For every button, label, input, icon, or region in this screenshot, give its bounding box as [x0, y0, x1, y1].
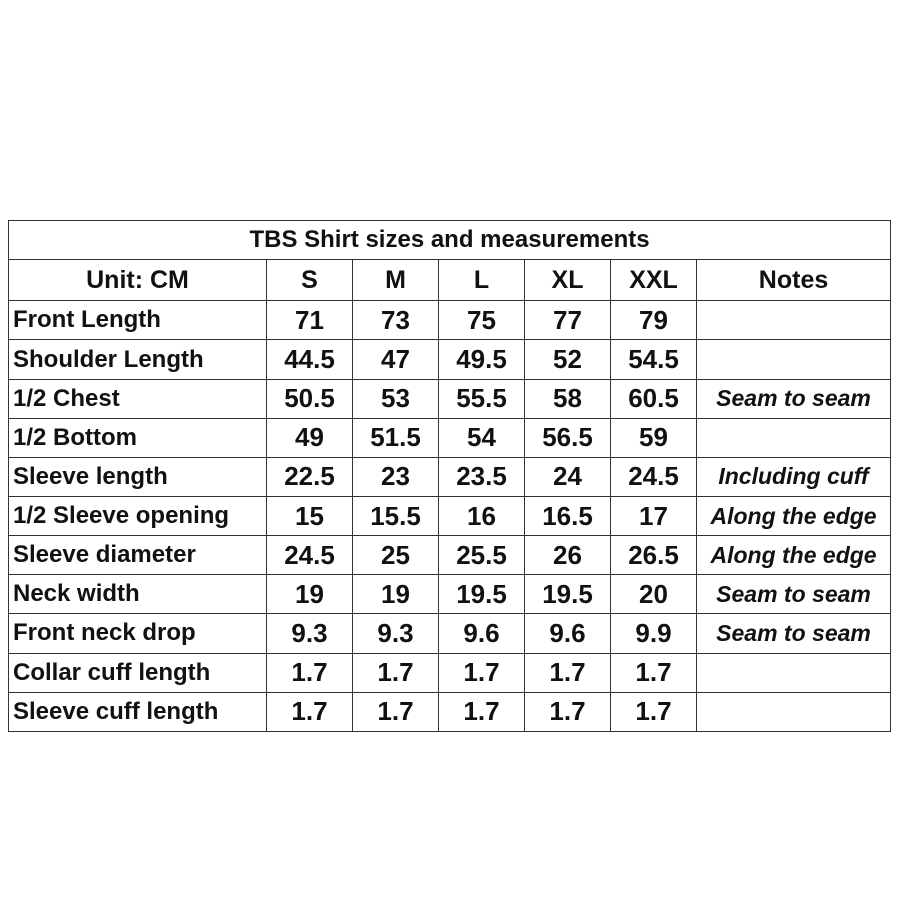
measurement-cell: 19 [353, 575, 439, 614]
row-label: Front Length [9, 301, 267, 340]
note-cell [697, 653, 891, 692]
measurement-cell: 1.7 [525, 692, 611, 731]
header-size-l: L [439, 260, 525, 301]
measurement-cell: 58 [525, 379, 611, 418]
measurement-cell: 75 [439, 301, 525, 340]
note-cell: Including cuff [697, 457, 891, 496]
measurement-cell: 9.6 [439, 614, 525, 653]
row-label: Shoulder Length [9, 340, 267, 379]
measurement-cell: 19.5 [525, 575, 611, 614]
header-size-xxl: XXL [611, 260, 697, 301]
measurement-cell: 44.5 [267, 340, 353, 379]
size-chart-table [8, 220, 891, 732]
measurement-cell: 53 [353, 379, 439, 418]
measurement-cell: 16 [439, 497, 525, 536]
row-label: Neck width [9, 575, 267, 614]
measurement-cell: 1.7 [267, 692, 353, 731]
measurement-cell: 9.3 [267, 614, 353, 653]
table-row [9, 457, 891, 496]
measurement-cell: 15 [267, 497, 353, 536]
measurement-cell: 9.9 [611, 614, 697, 653]
table-row [9, 418, 891, 457]
note-cell: Seam to seam [697, 614, 891, 653]
measurement-cell: 25.5 [439, 536, 525, 575]
header-size-m: M [353, 260, 439, 301]
note-cell [697, 418, 891, 457]
measurement-cell: 51.5 [353, 418, 439, 457]
note-cell: Along the edge [697, 536, 891, 575]
measurement-cell: 49.5 [439, 340, 525, 379]
measurement-cell: 71 [267, 301, 353, 340]
measurement-cell: 73 [353, 301, 439, 340]
table-row [9, 653, 891, 692]
measurement-cell: 54 [439, 418, 525, 457]
header-unit: Unit: CM [9, 260, 267, 301]
measurement-cell: 15.5 [353, 497, 439, 536]
measurement-cell: 23.5 [439, 457, 525, 496]
note-cell: Seam to seam [697, 379, 891, 418]
header-size-s: S [267, 260, 353, 301]
measurement-cell: 47 [353, 340, 439, 379]
measurement-cell: 59 [611, 418, 697, 457]
measurement-cell: 1.7 [353, 692, 439, 731]
row-label: Front neck drop [9, 614, 267, 653]
row-label: Collar cuff length [9, 653, 267, 692]
measurement-cell: 26 [525, 536, 611, 575]
table-row [9, 614, 891, 653]
table-row [9, 497, 891, 536]
row-label: Sleeve diameter [9, 536, 267, 575]
table-row [9, 536, 891, 575]
measurement-cell: 79 [611, 301, 697, 340]
note-cell [697, 340, 891, 379]
table-row [9, 575, 891, 614]
measurement-cell: 20 [611, 575, 697, 614]
measurement-cell: 1.7 [611, 653, 697, 692]
table-row [9, 301, 891, 340]
measurement-cell: 16.5 [525, 497, 611, 536]
row-label: 1/2 Chest [9, 379, 267, 418]
note-cell: Along the edge [697, 497, 891, 536]
measurement-cell: 77 [525, 301, 611, 340]
measurement-cell: 50.5 [267, 379, 353, 418]
header-row [9, 260, 891, 301]
measurement-cell: 52 [525, 340, 611, 379]
measurement-cell: 49 [267, 418, 353, 457]
measurement-cell: 60.5 [611, 379, 697, 418]
note-cell: Seam to seam [697, 575, 891, 614]
measurement-cell: 1.7 [525, 653, 611, 692]
measurement-cell: 24.5 [611, 457, 697, 496]
measurement-cell: 1.7 [439, 653, 525, 692]
measurement-cell: 55.5 [439, 379, 525, 418]
measurement-cell: 23 [353, 457, 439, 496]
measurement-cell: 19.5 [439, 575, 525, 614]
table-title: TBS Shirt sizes and measurements [9, 221, 891, 260]
measurement-cell: 9.3 [353, 614, 439, 653]
measurement-cell: 19 [267, 575, 353, 614]
measurement-cell: 1.7 [353, 653, 439, 692]
measurement-cell: 9.6 [525, 614, 611, 653]
measurement-cell: 17 [611, 497, 697, 536]
row-label: Sleeve length [9, 457, 267, 496]
table-row [9, 340, 891, 379]
measurement-cell: 25 [353, 536, 439, 575]
note-cell [697, 692, 891, 731]
header-size-xl: XL [525, 260, 611, 301]
row-label: 1/2 Sleeve opening [9, 497, 267, 536]
header-notes: Notes [697, 260, 891, 301]
measurement-cell: 56.5 [525, 418, 611, 457]
measurement-cell: 26.5 [611, 536, 697, 575]
measurement-cell: 22.5 [267, 457, 353, 496]
measurement-cell: 24.5 [267, 536, 353, 575]
row-label: Sleeve cuff length [9, 692, 267, 731]
measurement-cell: 54.5 [611, 340, 697, 379]
measurement-cell: 1.7 [439, 692, 525, 731]
note-cell [697, 301, 891, 340]
measurement-cell: 1.7 [611, 692, 697, 731]
table-row [9, 379, 891, 418]
table-row [9, 692, 891, 731]
measurement-cell: 1.7 [267, 653, 353, 692]
row-label: 1/2 Bottom [9, 418, 267, 457]
measurement-cell: 24 [525, 457, 611, 496]
